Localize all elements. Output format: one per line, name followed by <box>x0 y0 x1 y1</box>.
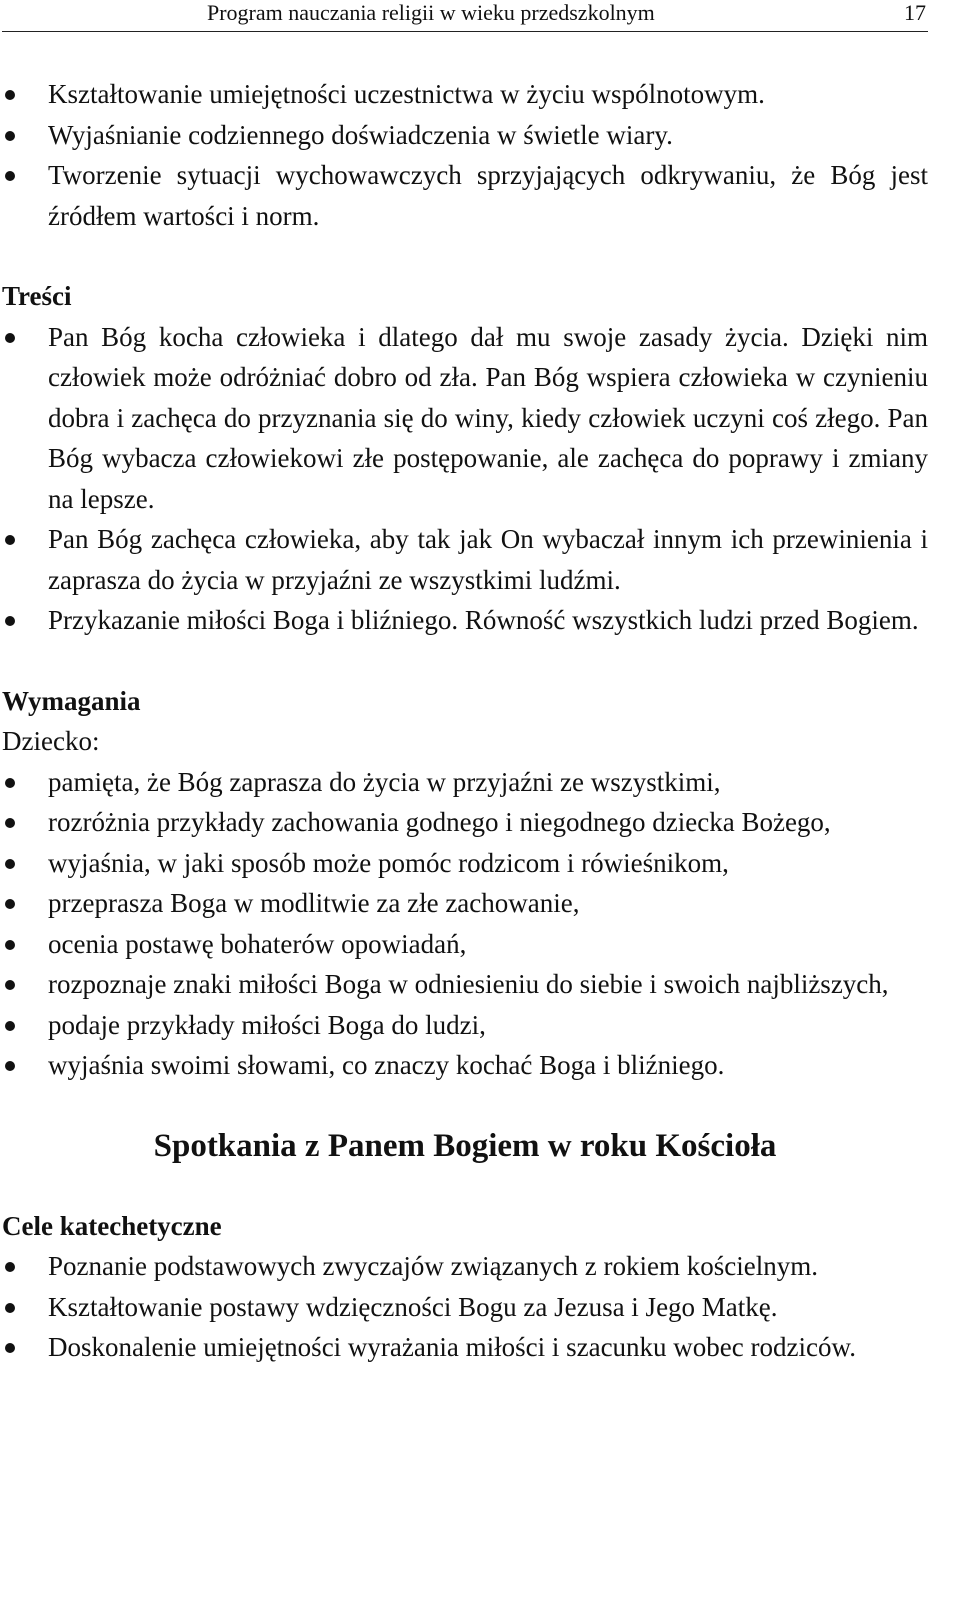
catechetical-goals-list <box>2 1246 928 1368</box>
catechetical-goals-heading: Cele katechetyczne <box>2 1210 222 1241</box>
page-content <box>2 74 928 1368</box>
requirements-subject: Dziecko: <box>2 726 100 756</box>
list-item: przeprasza Boga w modlitwie za złe zachowanie, <box>2 883 928 924</box>
list-item: Pan Bóg kocha człowieka i dlatego dał mu swoje zasady życia. Dzięki nim człowiek może odróżniać dobro od zła. Pan Bóg wspiera człowieka w czynieniu dobra i zachęca do przyznania się do winy, kiedy człowiek uczyni coś złego. Pan Bóg wybacza człowiekowi złe postępowanie, ale zachęca do poprawy i zmiany na lepsze. <box>2 317 928 520</box>
list-item: Kształtowanie umiejętności uczestnictwa w życiu wspólnotowym. <box>2 74 928 115</box>
list-item: Przykazanie miłości Boga i bliźniego. Równość wszystkich ludzi przed Bogiem. <box>2 600 928 641</box>
list-item: Poznanie podstawowych zwyczajów związanych z rokiem kościelnym. <box>2 1246 928 1287</box>
requirements-list <box>2 762 928 1086</box>
list-item: ocenia postawę bohaterów opowiadań, <box>2 924 928 965</box>
list-item: Tworzenie sytuacji wychowawczych sprzyjających odkrywaniu, że Bóg jest źródłem wartości i norm. <box>2 155 928 236</box>
list-item: Kształtowanie postawy wdzięczności Bogu za Jezusa i Jego Matkę. <box>2 1287 928 1328</box>
list-item: Pan Bóg zachęca człowieka, aby tak jak On wybaczał innym ich przewinienia i zaprasza do życia w przyjaźni ze wszystkimi ludźmi. <box>2 519 928 600</box>
chapter-title: Spotkania z Panem Bogiem w roku Kościoła <box>153 1127 777 1164</box>
list-item: Wyjaśnianie codziennego doświadczenia w świetle wiary. <box>2 115 928 156</box>
running-title: Program nauczania religii w wieku przedszkolnym <box>207 0 655 25</box>
list-item: wyjaśnia, w jaki sposób może pomóc rodzicom i rówieśnikom, <box>2 843 928 884</box>
list-item: podaje przykłady miłości Boga do ludzi, <box>2 1005 928 1046</box>
list-item: rozpoznaje znaki miłości Boga w odniesieniu do siebie i swoich najbliższych, <box>2 964 928 1005</box>
running-header <box>2 0 928 32</box>
list-item: wyjaśnia swoimi słowami, co znaczy kochać Boga i bliźniego. <box>2 1045 928 1086</box>
list-item: Doskonalenie umiejętności wyrażania miłości i szacunku wobec rodziców. <box>2 1327 928 1368</box>
requirements-heading: Wymagania <box>2 685 141 716</box>
list-item: pamięta, że Bóg zaprasza do życia w przyjaźni ze wszystkimi, <box>2 762 928 803</box>
content-heading: Treści <box>2 281 72 311</box>
goals-list <box>2 74 928 236</box>
page-number: 17 <box>904 0 926 25</box>
list-item: rozróżnia przykłady zachowania godnego i niegodnego dziecka Bożego, <box>2 802 928 843</box>
content-list <box>2 317 928 641</box>
